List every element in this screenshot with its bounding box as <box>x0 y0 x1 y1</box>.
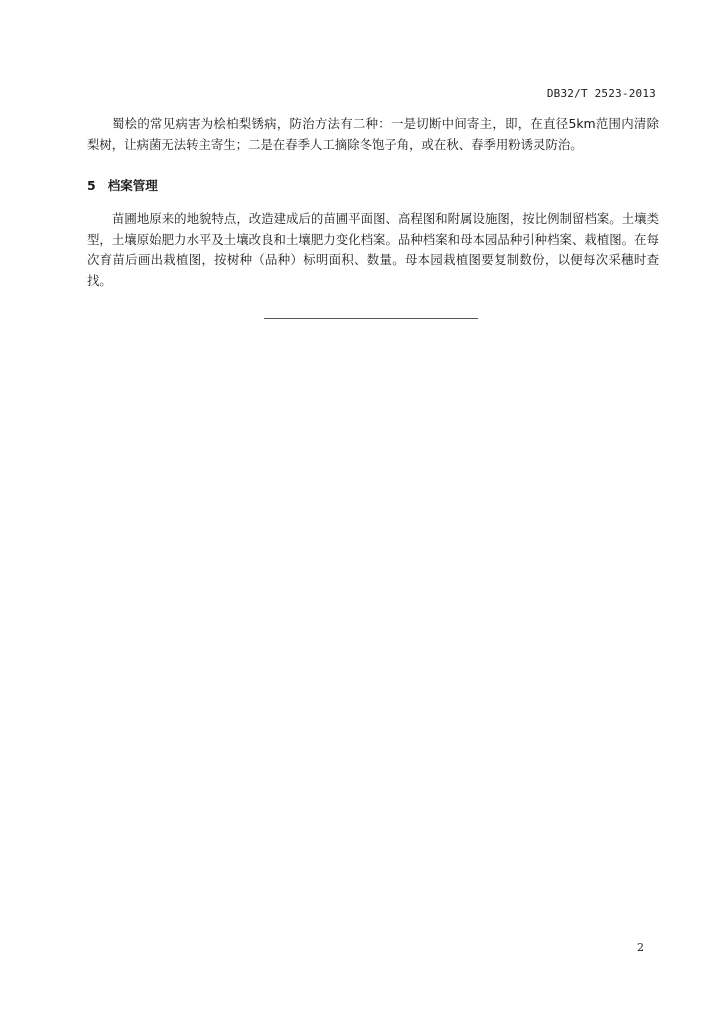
end-of-text-rule <box>264 318 478 319</box>
section-heading <box>87 176 158 194</box>
document-code: DB32/T 2523-2013 <box>546 87 656 100</box>
section-title: 档案管理 <box>107 178 158 193</box>
section-number: 5 <box>87 178 96 193</box>
paragraph-archive-management: 苗圃地原来的地貌特点，改造建成后的苗圃平面图、高程图和附属设施图，按比例制留档案。土壤类型，土壤原始肥力水平及土壤改良和土壤肥力变化档案。品种档案和母本园品种引种档案、栽植图。在每次育苗后画出栽植图，按树种（品种）标明面积、数量。母本园栽植图要复制数份，以便每次采穗时查找。 <box>87 211 659 288</box>
page-number: 2 <box>637 941 644 954</box>
paragraph-disease-control: 蜀桧的常见病害为桧柏梨锈病，防治方法有二种：一是切断中间寄主，即，在直径5km范围内清除梨树，让病菌无法转主寄生；二是在春季人工摘除冬饱子角，或在秋、春季用粉诱灵防治。 <box>87 116 659 152</box>
